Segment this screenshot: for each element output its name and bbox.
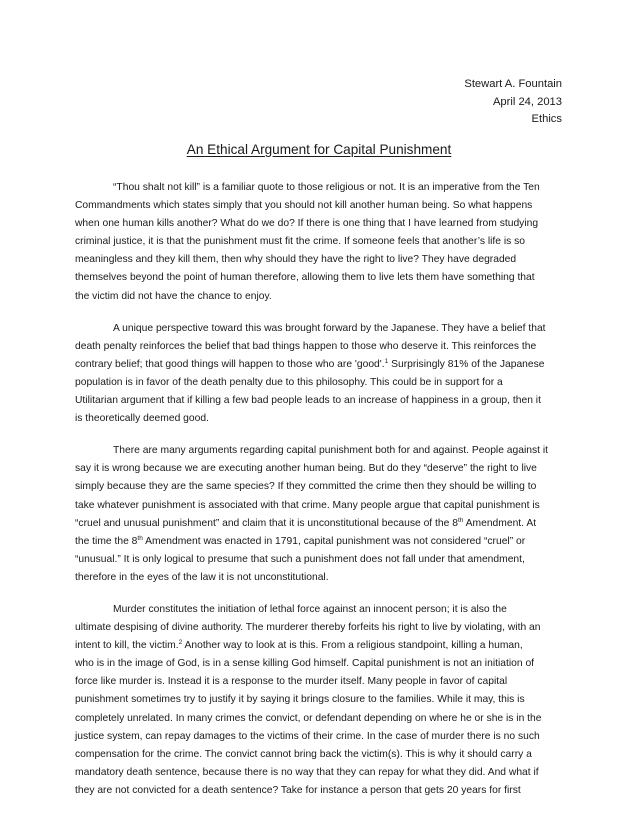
document-header	[464, 76, 562, 129]
text-line: take whatever punishment is associated with that crime. Many people argue that capital punishment is	[75, 499, 540, 511]
text-line: There are many arguments regarding capital punishment both for and against. People against it	[113, 445, 549, 457]
footnote-marker: 1	[384, 357, 389, 365]
text-line: justice system, can repay damages to the victims of their crime. In the case of murder there is no such	[75, 730, 540, 742]
text-line: death penalty reinforces the belief that bad things happen to those who deserve it. This reinforces the	[75, 340, 537, 352]
ordinal-suffix: th	[137, 534, 143, 542]
text-fragment: intent to kill, the victim.	[75, 640, 179, 652]
text-line: compensation for the crime. The convict cannot bring back the victim(s). This is why it should carry a	[75, 748, 532, 760]
text-line: simply because they are the same species? If they committed the crime then they should be willing to	[75, 481, 537, 493]
text-line: when one human kills another? What do we do? If there is one thing that I have learned from studying	[75, 218, 539, 230]
paragraph	[75, 320, 563, 429]
text-fragment: “cruel and unusual punishment” and claim that it is unconstitutional because of the 8	[75, 517, 458, 529]
text-line: meaningless and they kill them, then why should they have the right to live? They have degraded	[75, 254, 517, 266]
footnote-marker: 2	[178, 639, 183, 647]
text-line: Utilitarian argument that if killing a few bad people leads to an increase of happiness in a group, then it	[75, 395, 541, 407]
text-line: “unusual.” It is only logical to presume that such a punishment does not fall under that amendment,	[75, 553, 525, 565]
text-fragment: Another way to look at is this. From a religious standpoint, killing a human,	[182, 640, 523, 652]
document-date: April 24, 2013	[492, 95, 562, 108]
text-line: population is in favor of the death penalty due to this philosophy. This could be in support for a	[75, 376, 503, 388]
text-fragment: contrary belief; that good things will happen to those who are 'good'.	[75, 358, 385, 370]
text-line: completely unrelated. In many crimes the convict, or defendant depending on where he or she is in the	[75, 712, 542, 724]
text-line	[75, 356, 563, 374]
text-fragment: the time the 8	[75, 535, 138, 547]
text-line: themselves beyond the point of human therefore, allowing them to live lets them have something that	[75, 272, 535, 284]
paragraph	[75, 601, 563, 800]
paragraph	[75, 442, 563, 587]
text-line: A unique perspective toward this was brought forward by the Japanese. They have a belief that	[113, 322, 546, 334]
course-name: Ethics	[531, 113, 562, 125]
text-line: Murder constitutes the initiation of lethal force against an innocent person; it is also the	[113, 603, 507, 615]
text-fragment: Amendment. At	[463, 517, 537, 529]
text-line: criminal justice, it is that the punishment must fit the crime. If someone feels that another’s life is so	[75, 236, 526, 248]
text-line: punishment sometimes try to justify it by saying it brings closure to the families. While it may, this is	[75, 694, 525, 706]
text-line	[75, 515, 563, 533]
author-name: Stewart A. Fountain	[464, 78, 562, 90]
text-line: mandatory death sentence, because there is no way that they can repay for what they did. And what if	[75, 766, 539, 778]
ordinal-suffix: th	[457, 516, 464, 524]
text-line	[75, 533, 563, 551]
text-fragment: Surprisingly 81% of the Japanese	[388, 358, 545, 370]
text-line: who is in the image of God, is in a sense killing God himself. Capital punishment is not an initiation of	[75, 658, 535, 670]
document-body	[75, 179, 563, 814]
text-line: is theoretically deemed good.	[75, 413, 209, 425]
text-line: “Thou shalt not kill” is a familiar quote to those religious or not. It is an imperative from the Ten	[113, 182, 540, 193]
text-line: say it is wrong because we are executing another human being. But do they “deserve” the right to live	[75, 463, 537, 475]
text-line: ultimate despising of divine authority. The murderer thereby forfeits his right to live by violating, with an	[75, 622, 541, 634]
paragraph	[75, 179, 563, 306]
text-line: force like murder is. Instead it is a response to the murder itself. Many people in favor of capital	[75, 676, 508, 688]
document-title: An Ethical Argument for Capital Punishment	[186, 142, 452, 157]
text-line: therefore in the eyes of the law it is not unconstitutional.	[75, 571, 329, 583]
text-line: Commandments which states simply that you should not kill another human being. So what happens	[75, 200, 533, 212]
text-line	[75, 637, 563, 655]
text-fragment: Amendment was enacted in 1791, capital punishment was not considered “cruel” or	[142, 535, 526, 547]
text-line: the victim did not have the chance to enjoy.	[75, 290, 272, 302]
text-line: they are not convicted for a death sentence? Take for instance a person that gets 20 years for first	[75, 784, 521, 796]
